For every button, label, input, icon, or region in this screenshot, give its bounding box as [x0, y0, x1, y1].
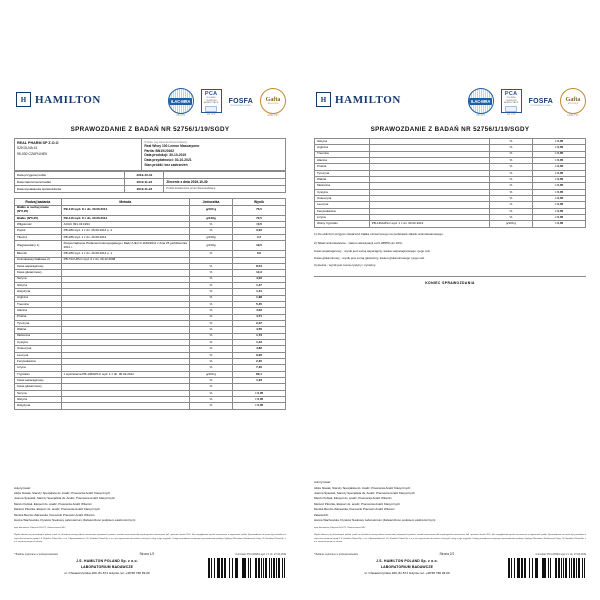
results-table: [14, 198, 286, 410]
fosfa-logo-text: FOSFA: [228, 97, 253, 105]
barcode-left: [208, 558, 286, 578]
authorized-person-1: Joanna Śpiewak, Starszy Specjalista ds. Analiz, Pracownia Analiz Klasycznych: [14, 496, 115, 501]
hamilton-logo: [316, 92, 401, 107]
page-bar-right: [314, 552, 586, 556]
result-value: < 0,05: [233, 397, 286, 403]
authorized-block-right: [314, 480, 586, 523]
result-value: 2,40: [233, 359, 286, 365]
authorized-heading-right: Autoryzował:: [314, 480, 331, 485]
authorized-person-2: Marcin Kubiak, Ekspert ds. analiz, Pracownia Analiz Witamin: [14, 501, 92, 506]
date-note-1: Zlecenie z dnia 2019-10-30: [164, 178, 286, 185]
result-name: Histydyna: [15, 289, 62, 295]
result-name: Wolny tryptofan: [315, 221, 370, 227]
legal-body-right: Wyniki odnoszą się do badanych próbek, jeżeli nie określono inaczej podano rozszerzoną niepewność pomiaru, została oszacowana dla współczynnika rozszerzenia k=2 i poziomu ufności 95%. Nie uwzględniono wyniku rozszerzenia o niepewność próbki. Sprawozdanie nie może być powielane w części bez pisemnej zgody J.S. Hamilton Poland Sp. z o.o. Odpowiedzialność J.S. Hamilton Poland Sp. z o.o. jest ograniczona do wartości zleconych usług a jego oryginale. Usługa prowadzona niniejszym sprawozdaniem podlega Ogólnym Warunkom Świadczenia Usług J.S. Hamilton Poland Sp. z o.o. zamieszczonym na stronie.: [314, 534, 586, 543]
fosfa-logo: [529, 98, 553, 107]
result-value: 1,98: [233, 295, 286, 301]
result-name: Alanina: [15, 308, 62, 314]
result-value: < 0,05: [233, 390, 286, 396]
result-value: < 0,05: [533, 215, 586, 221]
result-name: Kwas asparaginowy: [15, 378, 62, 384]
table-row: [315, 221, 586, 227]
result-name: Węglowodany 1): [15, 241, 62, 251]
gafta-logo-sub2: ANALYST: [567, 114, 579, 117]
result-value: 72,5: [233, 215, 286, 221]
sample-line-0: Real Whey 100 Lemon Mascarpone: [144, 143, 200, 148]
result-value: 1,43: [233, 340, 286, 346]
result-name: Metionina: [15, 333, 62, 339]
gafta-logo: [260, 88, 286, 117]
table-row: [15, 185, 286, 192]
ilac-mra-logo-text: ILAC-MRA: [471, 98, 491, 104]
result-unit: %: [490, 177, 533, 183]
company-address-right: ul. Chwaszczyńska 180, 81-571 Gdynia, tel. +48 58 766 99 00: [364, 570, 450, 575]
result-name: Białko w suchej masie (N*6,25): [15, 205, 62, 215]
result-value: 4,71: [233, 314, 286, 320]
result-value: < 0,05: [233, 403, 286, 409]
result-value: 3,23: [233, 228, 286, 234]
results-header-row: [15, 198, 286, 205]
result-value: 5,45: [233, 301, 286, 307]
result-name: Histydyna: [15, 403, 62, 409]
result-unit: %: [490, 164, 533, 170]
result-unit: %: [190, 403, 233, 409]
end-of-report-mark: KONIEC SPRAWOZDANIA: [314, 276, 586, 285]
subcontract-note-left: * Badanie wykonane w podwykonawstwie: [14, 552, 59, 556]
footnote-2: 2) Skład aminokwasów - zakres akredytacji od 0,0855% do 10%.: [314, 241, 403, 246]
result-unit: %: [190, 282, 233, 288]
date-label-0: Data przyjęcia próbki: [15, 171, 125, 178]
result-name: Alanina: [315, 158, 370, 164]
sample-line-2: Data produkcji: 30-10-2019: [144, 153, 187, 158]
result-name: Aminokwasy białkowe 2): [15, 257, 62, 263]
ilac-mra-logo-sub: AB 079: [476, 114, 486, 117]
sample-line-3: Data przydatności: 30-10-2021: [144, 158, 192, 163]
result-unit: %: [190, 276, 233, 282]
result-value: 0,0: [233, 251, 286, 257]
result-unit: %: [490, 189, 533, 195]
result-value: 4,55: [233, 327, 286, 333]
result-value: 1,47: [233, 282, 286, 288]
result-name: Tyrozyna: [15, 320, 62, 326]
result-name: Arginina: [15, 295, 62, 301]
result-unit: %: [190, 378, 233, 384]
result-value: 4,02: [233, 308, 286, 314]
company-name-left: J.S. HAMILTON POLAND Sp. z o.o.: [76, 559, 138, 563]
result-unit: %: [190, 346, 233, 352]
page-number-right: Strona 2/2: [439, 552, 455, 556]
subcontract-note-right: * Badanie wykonane w podwykonawstwie: [314, 552, 359, 556]
result-name: Glicyna: [15, 282, 62, 288]
result-method: Rozporządzenie Parlamentu Europejskiego i Rady (UE) Nr 1169/2011 z dnia 25 października 2011 r.: [61, 241, 189, 251]
result-value: 1,23: [233, 378, 286, 384]
result-unit: %: [490, 215, 533, 221]
result-unit: %: [490, 208, 533, 214]
result-value: 4,82: [233, 346, 286, 352]
result-value: <0,5: [233, 222, 286, 228]
result-method: PB-280 wyd. 1 z dn. 26.09.2014 p. 1: [61, 251, 189, 257]
result-unit: %: [190, 359, 233, 365]
document-page-2: [314, 88, 586, 528]
result-unit: %: [490, 170, 533, 176]
result-name: Seryna: [15, 390, 62, 396]
authorized-heading: Autoryzował:: [14, 485, 31, 490]
dates-table: [14, 171, 286, 193]
result-name: Glicyna: [15, 397, 62, 403]
report-title-right: SPRAWOZDANIE Z BADAŃ NR 52756/1/19/SGDY: [370, 126, 530, 133]
result-name: Izoleucyna: [315, 196, 370, 202]
result-name: Metionina: [315, 183, 370, 189]
result-name: Kwas glutaminowy: [15, 384, 62, 390]
result-value: 14,3: [233, 270, 286, 276]
result-unit: %: [190, 390, 233, 396]
fosfa-logo-sub: INTERNATIONAL: [530, 104, 552, 107]
result-method: PB-116 wyd. 8 z dn. 30.06.2014: [61, 205, 189, 215]
footnote-line-1: Kwas asparaginowy - wynik jest sumą asparaginy, kwasu asparaginowego i jego soli.: [314, 248, 431, 253]
page-header-left: [14, 88, 286, 122]
result-value: < 0,05: [533, 139, 586, 145]
result-value: < 0,05: [533, 177, 586, 183]
certification-logos: [468, 88, 586, 117]
result-value: 1,41: [233, 289, 286, 295]
result-value: < 0,05: [533, 145, 586, 151]
result-unit: %: [190, 251, 233, 257]
pca-logo-emblem: [205, 106, 217, 112]
results-table-continued: [314, 138, 586, 228]
date-value-0: 2019-10-31: [125, 171, 164, 178]
result-unit: %: [190, 327, 233, 333]
result-name: Lizyna: [315, 215, 370, 221]
result-value: < 0,05: [533, 170, 586, 176]
results-body: [15, 205, 286, 409]
pca-logo-sub: AB 079: [206, 113, 216, 116]
result-value: < 0,05: [533, 164, 586, 170]
result-unit: %: [490, 151, 533, 157]
result-method: z wydzielenia PB-136/HPLC wyd. 1 z dn. 06.02.2012: [61, 371, 189, 377]
pca-logo: [201, 89, 222, 116]
footnote-line-2: Kwas glutaminowy - wynik jest sumą glutaminy, kwasu glutaminowego i jego soli.: [314, 256, 425, 261]
result-unit: %: [190, 301, 233, 307]
result-unit: %: [490, 158, 533, 164]
result-name: Cystyna: [15, 340, 62, 346]
barcode-bar: [585, 558, 586, 578]
pca-logo: [501, 89, 522, 116]
gafta-logo-sub: APPROVED: [267, 103, 279, 105]
date-value-2: 2019-11-22: [125, 185, 164, 192]
pca-logo-text: PCA: [204, 91, 218, 97]
pca-logo-line1: POLSKIE CENTRUM AKREDYTACJI: [204, 97, 219, 105]
result-name: Prolina: [315, 164, 370, 170]
barcode-right: [508, 558, 586, 578]
result-name: Popiół: [15, 228, 62, 234]
footnote-line-3: Cysteina - wynik jest sumą cystyny i cysteiny.: [314, 263, 377, 268]
result-unit: %: [190, 314, 233, 320]
page-bar-left: [14, 552, 286, 556]
result-unit: %: [190, 308, 233, 314]
result-name: Wilgotność: [15, 222, 62, 228]
result-value: < 0,05: [533, 151, 586, 157]
hamilton-logo-mark: H: [16, 92, 31, 107]
form-ref-left: Formularz PO-14/5061 wyd. 2 z dn. 27.02.2019: [235, 552, 286, 556]
result-unit: g/100 g: [490, 221, 533, 227]
table-row: [15, 241, 286, 251]
company-lab-right: LABORATORIUM BADAWCZE: [380, 564, 434, 569]
pca-logo-sub: AB 079: [506, 113, 516, 116]
result-name: Glicyna: [315, 139, 370, 145]
company-footer-left: [14, 558, 286, 588]
result-name: Kwas glutaminowy: [15, 270, 62, 276]
result-value: < 0,05: [533, 202, 586, 208]
legal-ref-left: wzór dokumentu: Załącznik B1-071, Obwieszczenie NSJ: [14, 527, 66, 530]
date-label-1: Data zakończenia badań: [15, 178, 125, 185]
result-unit: g/100 g: [190, 205, 233, 215]
fosfa-logo: [229, 98, 253, 107]
company-footer-right: [314, 558, 586, 588]
result-unit: %: [490, 196, 533, 202]
result-value: < 0,05: [533, 208, 586, 214]
result-value: < 0,05: [533, 196, 586, 202]
results-col-unit: Jednostka: [190, 198, 233, 205]
sample-cell: [142, 139, 286, 171]
result-unit: %: [490, 183, 533, 189]
result-value: 2,07: [233, 320, 286, 326]
authorized-person-0: Alicja Nowak, Starszy Specjalista ds. Analiz, Pracownia Analiz Klasycznych: [314, 485, 411, 490]
result-method: PB-286 wyd. 1 z dn. 26.09.2014: [61, 234, 189, 240]
company-address-left: ul. Chwaszczyńska 180, 81-571 Gdynia, tel. +48 58 766 99 00: [64, 570, 150, 575]
result-method: PB-116 wyd. 8 z dn. 30.06.2014: [61, 215, 189, 221]
sample-label: Próbka: (wg zlecenia Zleceniodawcy): [144, 140, 188, 144]
result-method: [61, 403, 189, 409]
gafta-logo-sub: APPROVED: [567, 103, 579, 105]
form-ref-right: Formularz PO-14/5061 wyd. 2 z dn. 27.02.2019: [535, 552, 586, 556]
result-value: 4,03: [233, 276, 286, 282]
result-name: Błonnik: [15, 251, 62, 257]
result-unit: %: [490, 139, 533, 145]
ilac-mra-logo-text: ILAC-MRA: [171, 98, 191, 104]
result-method: PB-280 wyd. 1 z dn. 26.09.2014 p. 2: [61, 228, 189, 234]
approved-label-right: Zatwierdził:: [314, 512, 329, 517]
result-unit: %: [190, 270, 233, 276]
result-value: 76,5: [233, 205, 286, 215]
table-row: [15, 403, 286, 409]
result-name: Tyrozyna: [315, 170, 370, 176]
approved-person: Hanna Wachowska, Dyrektor Naukowy Laboratorium (Zatwierdzono podpisem elektronicznym): [14, 517, 136, 522]
result-value: 8,54: [233, 263, 286, 269]
date-label-2: Data wystawienia sprawozdania: [15, 185, 125, 192]
result-name: Tryptofan: [15, 371, 62, 377]
result-unit: %: [190, 384, 233, 390]
result-value: < 0,05: [533, 189, 586, 195]
result-name: Seryna: [15, 276, 62, 282]
footer-right: [314, 480, 586, 544]
authorized-person-3: Mariusz Płoszka, Ekspert ds. analiz, Pracownia Analiz Klasycznych: [314, 501, 400, 506]
client-line-1: SZKOLNA 41: [17, 146, 38, 151]
authorized-block: [14, 486, 286, 524]
certification-logos: [168, 88, 286, 117]
sample-line-4: Stan próbki: bez zastrzeżeń: [144, 163, 188, 168]
table-row: [15, 171, 286, 178]
result-value: 4,7: [233, 234, 286, 240]
result-method: AOAC 991.43:1994: [61, 222, 189, 228]
pca-logo-emblem: [505, 106, 517, 112]
date-note-2: Próbki dostarczone przez Zleceniodawcę: [164, 185, 286, 192]
barcode-bar: [285, 558, 286, 578]
gafta-logo-text: Gafta: [565, 97, 581, 103]
sample-line-1: Partia: BN191/0162: [144, 148, 175, 153]
result-name: Lizyna: [15, 365, 62, 371]
fosfa-logo-sub: INTERNATIONAL: [230, 104, 252, 107]
result-unit: %: [490, 202, 533, 208]
gafta-logo-sub2: ANALYST: [267, 114, 279, 117]
result-unit: %: [190, 228, 233, 234]
approved-person-right: Hanna Wachowska, Dyrektor Naukowy Laboratorium (Zatwierdzono podpisem elektronicznym): [314, 517, 436, 522]
result-unit: g/100 g: [190, 371, 233, 377]
legal-body-left: Wyniki odnoszą się do badanych próbek, jeżeli nie określono inaczej podano rozszerzoną niepewność pomiaru, została oszacowana dla współczynnika rozszerzenia k=2 i poziomu ufności 95%. Nie uwzględniono wyniku rozszerzenia o niepewność próbki. Sprawozdanie nie może być powielane w części bez pisemnej zgody J.S. Hamilton Poland Sp. z o.o. Odpowiedzialność J.S. Hamilton Poland Sp. z o.o. jest ograniczona do wartości zleconych usług a jego oryginale. Usługa prowadzona niniejszym sprawozdaniem podlega Ogólnym Warunkom Świadczenia Usług J.S. Hamilton Poland Sp. z o.o. zamieszczonym na stronie.: [14, 534, 286, 543]
result-name: Prolina: [15, 314, 62, 320]
footer-left: [14, 486, 286, 544]
results-body-right: [315, 139, 586, 228]
table-row: [15, 205, 286, 215]
authorized-person-4: Monika Bembo-Zalcewska, Kierownik Pracowni Analiz Witamin: [14, 512, 95, 517]
result-name: Białko (N*6,25): [15, 215, 62, 221]
page-right: [300, 0, 600, 600]
results-col-name: Rodzaj badania: [15, 198, 62, 205]
result-unit: %: [190, 295, 233, 301]
footnote-1: 1) Do obliczeń przyjęto zawartość białka oznaczonego na podstawie składu aminokwasowego.: [314, 231, 444, 236]
ilac-mra-logo-sub: AB 079: [176, 114, 186, 117]
result-value: 19,5: [233, 241, 286, 251]
result-name: Arginina: [315, 145, 370, 151]
result-name: Treonina: [15, 301, 62, 307]
authorized-person-1: Joanna Śpiewak, Starszy Specjalista ds. Analiz, Pracownia Analiz Klasycznych: [314, 491, 415, 496]
company-lab-left: LABORATORIUM BADAWCZE: [80, 564, 134, 569]
result-unit: %: [190, 397, 233, 403]
result-unit: %: [490, 145, 533, 151]
pca-logo-text: PCA: [504, 91, 518, 97]
client-address-cell: [15, 139, 142, 171]
result-unit: g/100g: [190, 241, 233, 251]
result-value: < 0,05: [533, 158, 586, 164]
results-col-method: Metoda: [61, 198, 189, 205]
result-name: Izoleucyna: [15, 346, 62, 352]
result-unit: %: [190, 365, 233, 371]
result-name: Tłuszcz: [15, 234, 62, 240]
result-value: 7,40: [233, 365, 286, 371]
result-name: Kwas asparaginowy: [15, 263, 62, 269]
result-method: PB-136/HPLC wyd. 1 z dn. 06.02.2012: [369, 221, 489, 227]
result-unit: %: [190, 320, 233, 326]
results-col-value: Wynik: [233, 198, 286, 205]
authorized-person-4: Monika Bembo-Zalcewska, Kierownik Pracowni Analiz Witamin: [314, 507, 395, 512]
company-name-right: J.S. HAMILTON POLAND Sp. z o.o.: [376, 559, 438, 563]
gafta-logo: [560, 88, 586, 117]
result-unit: %: [190, 222, 233, 228]
result-name: Fenyloalanina: [15, 359, 62, 365]
hamilton-logo-text: HAMILTON: [335, 93, 401, 106]
result-name: Leucyna: [15, 352, 62, 358]
ilac-mra-logo: [168, 88, 194, 117]
legal-ref-right: wzór dokumentu: Załącznik B1-071, Obwieszczenie NSJ: [314, 527, 366, 530]
result-name: Walina: [15, 327, 62, 333]
report-title-left: SPRAWOZDANIE Z BADAŃ NR 52756/1/19/SGDY: [70, 126, 230, 133]
hamilton-logo-mark: H: [316, 92, 331, 107]
authorized-person-0: Alicja Nowak, Starszy Specjalista ds. Analiz, Pracownia Analiz Klasycznych: [14, 491, 111, 496]
result-unit: %: [190, 333, 233, 339]
result-unit: %: [190, 340, 233, 346]
hamilton-logo: [16, 92, 101, 107]
document-page-1: [14, 88, 286, 528]
hamilton-logo-text: HAMILTON: [35, 93, 101, 106]
result-value: < 0,05: [533, 183, 586, 189]
result-unit: g/100g: [190, 215, 233, 221]
result-unit: g/100g: [190, 234, 233, 240]
result-value: 80,1: [233, 371, 286, 377]
date-value-1: 2019-11-22: [125, 178, 164, 185]
client-sample-table: [14, 138, 286, 171]
result-method: PB-724 HPLC wyd. 6 z dn. 30.12.2008: [61, 257, 189, 263]
result-name: Walina: [315, 177, 370, 183]
result-unit: %: [190, 289, 233, 295]
result-value: 1,73: [233, 333, 286, 339]
result-name: Treonina: [315, 151, 370, 157]
result-value: 9,26: [233, 352, 286, 358]
ilac-mra-logo: [468, 88, 494, 117]
result-unit: %: [190, 352, 233, 358]
gafta-logo-text: Gafta: [265, 97, 281, 103]
fosfa-logo-text: FOSFA: [528, 97, 553, 105]
authorized-person-3: Mariusz Płoszka, Ekspert ds. analiz, Pracownia Analiz Klasycznych: [14, 507, 100, 512]
result-name: Fenyloalanina: [315, 208, 370, 214]
result-name: Leucyna: [315, 202, 370, 208]
table-row: [15, 178, 286, 185]
date-note-0: [164, 171, 286, 178]
result-name: Cystyna: [315, 189, 370, 195]
page-number-left: Strona 1/2: [139, 552, 155, 556]
authorized-person-2: Marcin Kubiak, Ekspert ds. analiz, Pracownia Analiz Witamin: [314, 496, 392, 501]
page-header-right: [314, 88, 586, 122]
result-value: < 0,05: [533, 221, 586, 227]
pca-logo-line1: POLSKIE CENTRUM AKREDYTACJI: [504, 97, 519, 105]
client-line-0: REAL PHARM SP Z.O.O: [17, 140, 59, 145]
client-line-2: 95-030 CZAPLINEK: [17, 151, 48, 156]
result-unit: %: [190, 263, 233, 269]
footnotes-block: [314, 232, 586, 269]
